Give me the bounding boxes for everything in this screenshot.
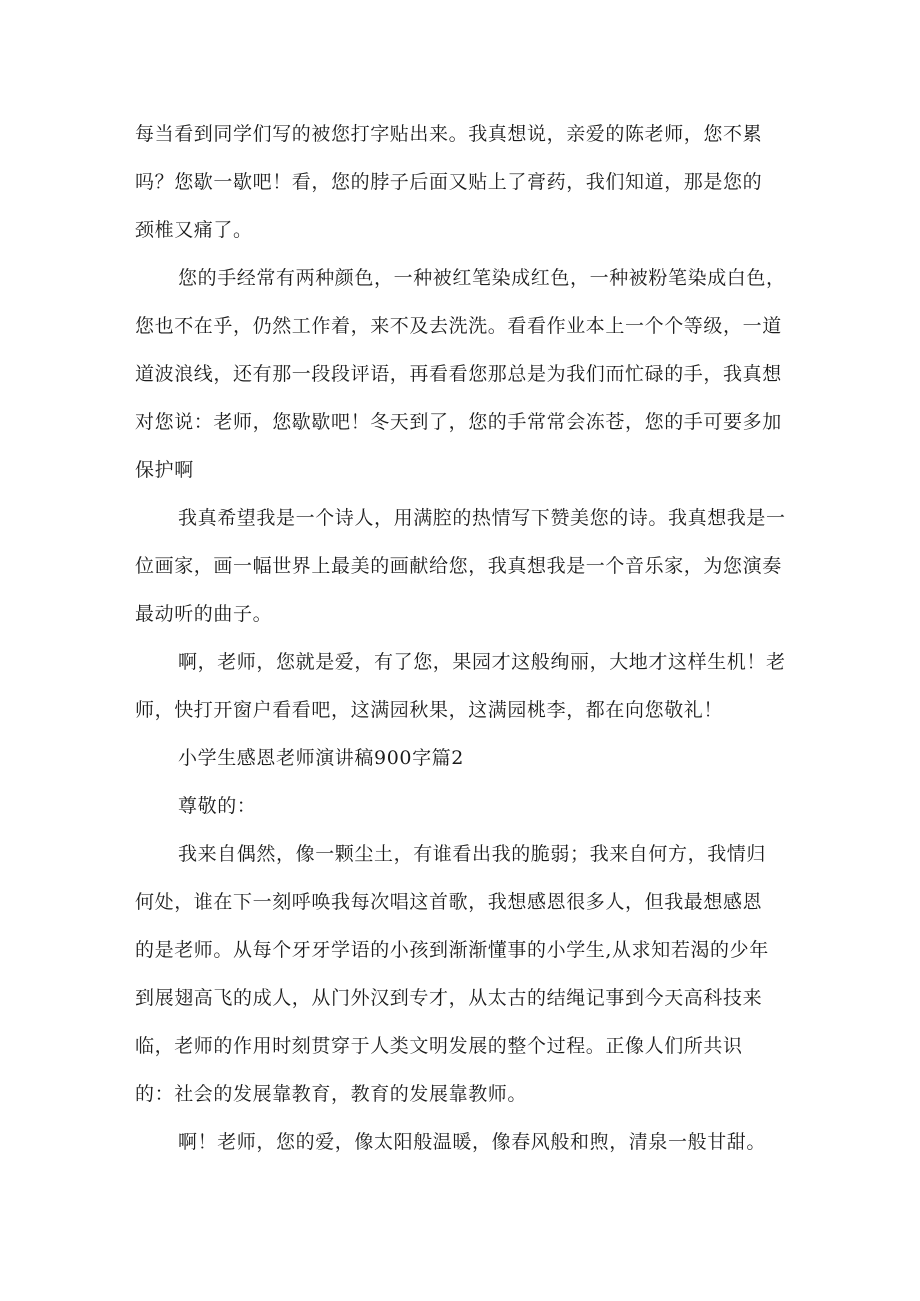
text-line: 我真希望我是一个诗人，用满腔的热情写下赞美您的诗。我真想我是一 — [178, 507, 786, 529]
text-line: 保护啊 — [135, 459, 194, 481]
text-line: 位画家，画一幅世界上最美的画献给您，我真想我是一个音乐家，为您演奏 — [135, 555, 782, 577]
text-line: 师，快打开窗户看看吧，这满园秋果，这满园桃李，都在向您敬礼！ — [135, 699, 724, 721]
text-line: 临，老师的作用时刻贯穿于人类文明发展的整个过程。正像人们所共识 — [135, 1035, 743, 1057]
text-line: 颈椎又痛了。 — [135, 219, 253, 241]
text-line: 啊，老师，您就是爱，有了您，果园才这般绚丽，大地才这样生机！老 — [178, 651, 786, 673]
text-line: 何处，谁在下一刻呼唤我每次唱这首歌，我想感恩很多人，但我最想感恩 — [135, 891, 763, 913]
text-line: 的：社会的发展靠教育，教育的发展靠教师。 — [135, 1083, 528, 1105]
section-heading: 小学生感恩老师演讲稿900字篇2 — [178, 747, 464, 769]
text-line: 您的手经常有两种颜色，一种被红笔染成红色，一种被粉笔染成白色， — [178, 267, 786, 289]
text-line: 每当看到同学们写的被您打字贴出来。我真想说，亲爱的陈老师，您不累 — [135, 123, 763, 145]
text-line: 最动听的曲子。 — [135, 603, 273, 625]
text-line: 吗？您歇一歇吧！看，您的脖子后面又贴上了膏药，我们知道，那是您的 — [135, 171, 763, 193]
salutation: 尊敬的： — [178, 795, 257, 817]
text-line: 的是老师。从每个牙牙学语的小孩到渐渐懂事的小学生,从求知若渴的少年 — [135, 939, 769, 961]
text-line: 您也不在乎，仍然工作着，来不及去洗洗。看看作业本上一个个等级，一道 — [135, 315, 782, 337]
text-line: 啊！老师，您的爱，像太阳般温暖，像春风般和煦，清泉一般甘甜。 — [178, 1131, 767, 1153]
text-line: 到展翅高飞的成人，从门外汉到专才，从太古的结绳记事到今天高科技来 — [135, 987, 763, 1009]
text-line: 道波浪线，还有那一段段评语，再看看您那总是为我们而忙碌的手，我真想 — [135, 363, 782, 385]
text-line: 对您说：老师，您歇歇吧！冬天到了，您的手常常会冻苍，您的手可要多加 — [135, 411, 782, 433]
text-line: 我来自偶然，像一颗尘土，有谁看出我的脆弱；我来自何方，我情归 — [178, 843, 767, 865]
